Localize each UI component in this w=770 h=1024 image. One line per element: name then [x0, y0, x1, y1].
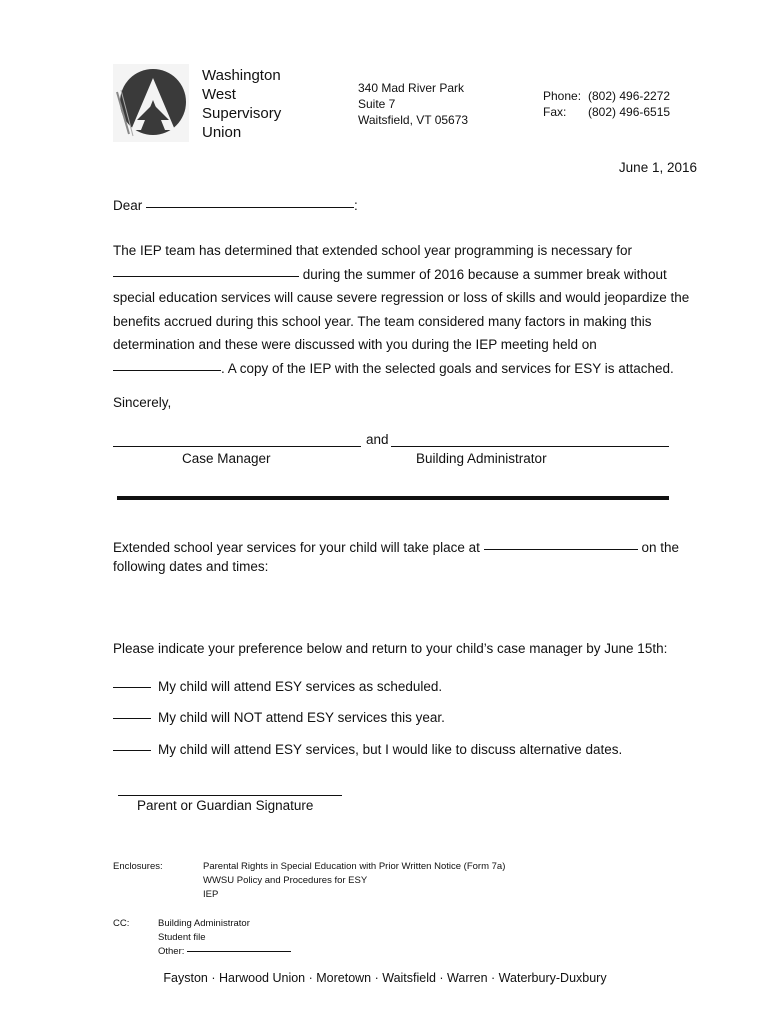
option-not-attend: My child will NOT attend ESY services this year. — [113, 710, 445, 725]
org-name: Washington West Supervisory Union — [202, 67, 282, 141]
case-manager-label: Case Manager — [182, 451, 271, 466]
admin-signature-line[interactable] — [391, 446, 669, 447]
closing: Sincerely, — [113, 395, 172, 410]
fax-number: (802) 496-6515 — [588, 105, 671, 119]
phone-number: (802) 496-2272 — [588, 89, 671, 103]
wwsu-logo — [113, 64, 189, 142]
student-name-blank[interactable] — [113, 276, 299, 277]
letter-paragraph: The IEP team has determined that extended school year programming is necessary for during the summer of 2016 because a summer break without special education services will cause severe regression or loss of skills and would jeopardize the benefits accrued during this school year. The team considered many factors in making this determination and these were discussed with you during the IEP meeting held on . A copy of the IEP with the selected goals and services for ESY is attached. — [113, 243, 690, 376]
option-blank[interactable] — [113, 718, 151, 719]
option-blank[interactable] — [113, 750, 151, 751]
meeting-date-blank[interactable] — [113, 370, 221, 371]
option-attend: My child will attend ESY services as scheduled. — [113, 679, 442, 694]
contact-block — [543, 88, 670, 120]
fax-label: Fax: — [543, 105, 567, 119]
cc-list: Building Administrator Student file Other: — [158, 917, 291, 959]
address-block: 340 Mad River Park Suite 7 Waitsfield, VT 05673 — [358, 81, 469, 127]
esy-location-blank[interactable] — [484, 549, 638, 550]
enclosures-list: Parental Rights in Special Education with Prior Written Notice (Form 7a) WWSU Policy and Procedures for ESY IEP — [203, 861, 506, 900]
recipient-blank[interactable] — [146, 207, 354, 208]
cc-other-blank[interactable] — [187, 951, 291, 952]
phone-label: Phone: — [543, 89, 582, 103]
cc-label: CC: — [113, 918, 130, 929]
parent-signature-line[interactable] — [118, 795, 342, 796]
salutation: Dear : — [113, 198, 358, 213]
option-discuss: My child will attend ESY services, but I would like to discuss alternative dates. — [113, 742, 622, 757]
enclosures-label: Enclosures: — [113, 861, 163, 872]
letter-date: June 1, 2016 — [618, 160, 697, 175]
case-manager-signature-line[interactable] — [113, 446, 361, 447]
parent-signature-label: Parent or Guardian Signature — [137, 798, 314, 813]
preference-instructions: Please indicate your preference below and return to your child’s case manager by June 15th: — [113, 641, 668, 656]
option-blank[interactable] — [113, 687, 151, 688]
footer-towns: Fayston · Harwood Union · Moretown · Waitsfield · Warren · Waterbury-Duxbury — [163, 971, 607, 985]
and-label: and — [366, 432, 389, 447]
esy-location: Extended school year services for your child will take place at on the following dates and times: — [113, 540, 680, 574]
section-divider — [117, 496, 669, 500]
building-admin-label: Building Administrator — [416, 451, 547, 466]
